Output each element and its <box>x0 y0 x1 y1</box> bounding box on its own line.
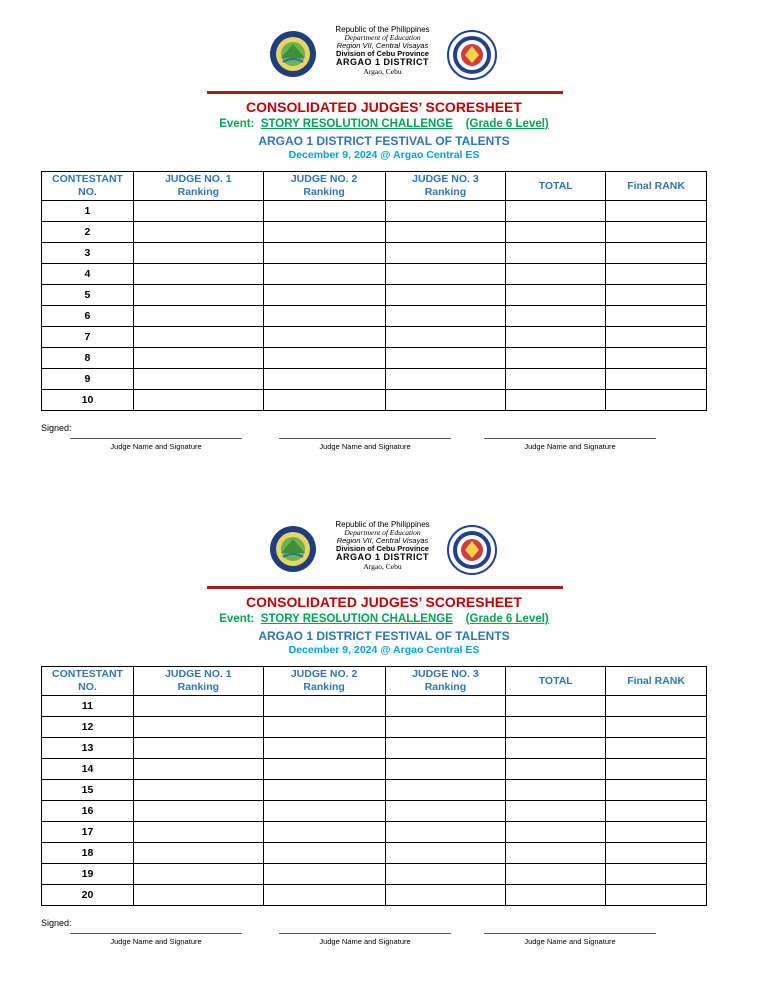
total-cell[interactable] <box>506 885 606 906</box>
contestant-number: 13 <box>42 738 134 759</box>
contestant-number: 3 <box>42 243 134 264</box>
signature-line <box>70 438 242 439</box>
judge-1-cell[interactable] <box>133 864 263 885</box>
letterhead <box>200 16 565 95</box>
total-cell[interactable] <box>506 780 606 801</box>
final-rank-cell[interactable] <box>606 717 707 738</box>
total-cell[interactable] <box>506 306 606 327</box>
header-judge-1: JUDGE NO. 1 Ranking <box>133 172 263 201</box>
judge-3-cell[interactable] <box>385 369 506 390</box>
judge-2-cell[interactable] <box>263 201 385 222</box>
scoresheet-2 <box>0 495 768 965</box>
judge-3-cell[interactable] <box>385 222 506 243</box>
signature-line <box>70 933 242 934</box>
judge-2-cell[interactable] <box>263 780 385 801</box>
table-header-row <box>42 667 707 696</box>
table-row <box>42 696 707 717</box>
total-cell[interactable] <box>506 738 606 759</box>
table-row <box>42 864 707 885</box>
judge-3-cell[interactable] <box>385 306 506 327</box>
header-judge-3: JUDGE NO. 3 Ranking <box>385 667 506 696</box>
judge-3-cell[interactable] <box>385 822 506 843</box>
judge-2-cell[interactable] <box>263 822 385 843</box>
contestant-number: 10 <box>42 390 134 411</box>
header-judge-2: JUDGE NO. 2 Ranking <box>263 667 385 696</box>
final-rank-cell[interactable] <box>606 243 707 264</box>
judge-3-cell[interactable] <box>385 717 506 738</box>
header-contestant: CONTESTANT NO. <box>42 172 134 201</box>
judge-1-cell[interactable] <box>133 738 263 759</box>
table-row <box>42 822 707 843</box>
total-cell[interactable] <box>506 264 606 285</box>
scoresheet-1 <box>0 0 768 470</box>
final-rank-cell[interactable] <box>606 759 707 780</box>
table-row <box>42 327 707 348</box>
signature-block-1 <box>70 933 242 946</box>
contestant-number: 17 <box>42 822 134 843</box>
total-cell[interactable] <box>506 696 606 717</box>
header-judge-2: JUDGE NO. 2 Ranking <box>263 172 385 201</box>
deped-seal-icon <box>447 30 497 80</box>
judge-2-cell[interactable] <box>263 390 385 411</box>
signature-block-2 <box>279 933 451 946</box>
judge-3-cell[interactable] <box>385 696 506 717</box>
judge-1-cell[interactable] <box>133 843 263 864</box>
table-header-row <box>42 172 707 201</box>
header-final-rank: Final RANK <box>606 172 707 201</box>
signed-label: Signed: <box>41 918 72 928</box>
region-line: Region VII, Central Visayas <box>336 41 429 51</box>
contestant-number: 8 <box>42 348 134 369</box>
table-row <box>42 306 707 327</box>
date-venue: December 9, 2024 @ Argao Central ES <box>288 644 480 656</box>
table-row <box>42 264 707 285</box>
final-rank-cell[interactable] <box>606 390 707 411</box>
judge-2-cell[interactable] <box>263 717 385 738</box>
contestant-number: 1 <box>42 201 134 222</box>
final-rank-cell[interactable] <box>606 306 707 327</box>
department-line: Department of Education <box>344 33 421 43</box>
sheet-title: CONSOLIDATED JUDGES’ SCORESHEET <box>246 99 522 115</box>
table-row <box>42 348 707 369</box>
judge-1-cell[interactable] <box>133 390 263 411</box>
judge-3-cell[interactable] <box>385 864 506 885</box>
event-prefix: Event: <box>219 118 255 130</box>
signature-block-1 <box>70 438 242 451</box>
district-line: ARGAO 1 DISTRICT <box>335 552 429 563</box>
table-row <box>42 801 707 822</box>
location-line: Argao, Cebu <box>363 562 402 572</box>
judge-2-cell[interactable] <box>263 306 385 327</box>
final-rank-cell[interactable] <box>606 885 707 906</box>
header-total: TOTAL <box>506 172 606 201</box>
contestant-number: 2 <box>42 222 134 243</box>
signature-line <box>484 933 656 934</box>
final-rank-cell[interactable] <box>606 738 707 759</box>
cebu-seal-icon <box>269 30 317 78</box>
event-prefix: Event: <box>219 613 255 625</box>
contestant-number: 16 <box>42 801 134 822</box>
signature-block-3 <box>484 933 656 946</box>
total-cell[interactable] <box>506 348 606 369</box>
signature-line <box>279 438 451 439</box>
judge-2-cell[interactable] <box>263 738 385 759</box>
judge-2-cell[interactable] <box>263 327 385 348</box>
event-level: (Grade 6 Level) <box>465 613 549 625</box>
final-rank-cell[interactable] <box>606 201 707 222</box>
judge-3-cell[interactable] <box>385 390 506 411</box>
table-row <box>42 738 707 759</box>
judge-1-cell[interactable] <box>133 222 263 243</box>
judge-2-cell[interactable] <box>263 243 385 264</box>
final-rank-cell[interactable] <box>606 285 707 306</box>
judge-2-cell[interactable] <box>263 759 385 780</box>
table-row <box>42 201 707 222</box>
red-divider <box>207 91 563 94</box>
table-row <box>42 759 707 780</box>
judge-1-cell[interactable] <box>133 201 263 222</box>
final-rank-cell[interactable] <box>606 822 707 843</box>
final-rank-cell[interactable] <box>606 348 707 369</box>
table-row <box>42 243 707 264</box>
event-name: STORY RESOLUTION CHALLENGE <box>260 613 453 625</box>
cebu-seal-icon <box>269 525 317 573</box>
judge-3-cell[interactable] <box>385 780 506 801</box>
signature-line <box>279 933 451 934</box>
division-line: Division of Cebu Province <box>336 544 429 554</box>
signed-label: Signed: <box>41 423 72 433</box>
event-line <box>0 613 768 625</box>
signature-caption: Judge Name and Signature <box>110 937 202 946</box>
table-row <box>42 780 707 801</box>
total-cell[interactable] <box>506 864 606 885</box>
total-cell[interactable] <box>506 759 606 780</box>
letterhead <box>200 511 565 590</box>
judge-2-cell[interactable] <box>263 864 385 885</box>
signature-caption: Judge Name and Signature <box>110 442 202 451</box>
signature-caption: Judge Name and Signature <box>524 442 616 451</box>
judge-2-cell[interactable] <box>263 885 385 906</box>
total-cell[interactable] <box>506 822 606 843</box>
judge-3-cell[interactable] <box>385 801 506 822</box>
final-rank-cell[interactable] <box>606 864 707 885</box>
department-line: Department of Education <box>344 528 421 538</box>
deped-seal-icon <box>447 525 497 575</box>
judge-1-cell[interactable] <box>133 243 263 264</box>
district-line: ARGAO 1 DISTRICT <box>335 57 429 68</box>
republic-line: Republic of the Philippines <box>335 25 430 34</box>
table-row <box>42 717 707 738</box>
score-table <box>41 666 707 906</box>
final-rank-cell[interactable] <box>606 264 707 285</box>
total-cell[interactable] <box>506 801 606 822</box>
header-final-rank: Final RANK <box>606 667 707 696</box>
contestant-number: 14 <box>42 759 134 780</box>
table-body <box>42 201 707 411</box>
table-body <box>42 696 707 906</box>
judge-3-cell[interactable] <box>385 843 506 864</box>
contestant-number: 12 <box>42 717 134 738</box>
judge-2-cell[interactable] <box>263 285 385 306</box>
contestant-number: 20 <box>42 885 134 906</box>
contestant-number: 11 <box>42 696 134 717</box>
total-cell[interactable] <box>506 222 606 243</box>
date-venue: December 9, 2024 @ Argao Central ES <box>288 149 480 161</box>
judge-1-cell[interactable] <box>133 759 263 780</box>
table-row <box>42 222 707 243</box>
contestant-number: 18 <box>42 843 134 864</box>
sheet-title: CONSOLIDATED JUDGES’ SCORESHEET <box>246 594 522 610</box>
final-rank-cell[interactable] <box>606 780 707 801</box>
republic-line: Republic of the Philippines <box>335 520 430 529</box>
event-level: (Grade 6 Level) <box>465 118 549 130</box>
table-row <box>42 390 707 411</box>
festival-title: ARGAO 1 DISTRICT FESTIVAL OF TALENTS <box>258 629 510 643</box>
header-total: TOTAL <box>506 667 606 696</box>
table-row <box>42 885 707 906</box>
contestant-number: 9 <box>42 369 134 390</box>
judge-1-cell[interactable] <box>133 327 263 348</box>
judge-2-cell[interactable] <box>263 369 385 390</box>
final-rank-cell[interactable] <box>606 801 707 822</box>
total-cell[interactable] <box>506 843 606 864</box>
contestant-number: 7 <box>42 327 134 348</box>
judge-1-cell[interactable] <box>133 801 263 822</box>
judge-2-cell[interactable] <box>263 696 385 717</box>
total-cell[interactable] <box>506 243 606 264</box>
judge-1-cell[interactable] <box>133 717 263 738</box>
table-row <box>42 843 707 864</box>
contestant-number: 15 <box>42 780 134 801</box>
judge-3-cell[interactable] <box>385 738 506 759</box>
final-rank-cell[interactable] <box>606 222 707 243</box>
judge-1-cell[interactable] <box>133 348 263 369</box>
contestant-number: 6 <box>42 306 134 327</box>
total-cell[interactable] <box>506 717 606 738</box>
judge-3-cell[interactable] <box>385 243 506 264</box>
festival-title: ARGAO 1 DISTRICT FESTIVAL OF TALENTS <box>258 134 510 148</box>
judge-1-cell[interactable] <box>133 885 263 906</box>
signature-block-3 <box>484 438 656 451</box>
judge-3-cell[interactable] <box>385 348 506 369</box>
judge-2-cell[interactable] <box>263 801 385 822</box>
division-line: Division of Cebu Province <box>336 49 429 59</box>
header-judge-1: JUDGE NO. 1 Ranking <box>133 667 263 696</box>
signature-caption: Judge Name and Signature <box>524 937 616 946</box>
contestant-number: 4 <box>42 264 134 285</box>
total-cell[interactable] <box>506 327 606 348</box>
judge-2-cell[interactable] <box>263 843 385 864</box>
judge-1-cell[interactable] <box>133 822 263 843</box>
total-cell[interactable] <box>506 369 606 390</box>
judge-3-cell[interactable] <box>385 327 506 348</box>
judge-3-cell[interactable] <box>385 264 506 285</box>
judge-1-cell[interactable] <box>133 306 263 327</box>
final-rank-cell[interactable] <box>606 327 707 348</box>
final-rank-cell[interactable] <box>606 369 707 390</box>
total-cell[interactable] <box>506 285 606 306</box>
header-judge-3: JUDGE NO. 3 Ranking <box>385 172 506 201</box>
event-line <box>0 118 768 130</box>
judge-3-cell[interactable] <box>385 201 506 222</box>
signature-line <box>484 438 656 439</box>
location-line: Argao, Cebu <box>363 67 402 77</box>
contestant-number: 19 <box>42 864 134 885</box>
judge-2-cell[interactable] <box>263 222 385 243</box>
total-cell[interactable] <box>506 390 606 411</box>
event-name: STORY RESOLUTION CHALLENGE <box>260 118 453 130</box>
final-rank-cell[interactable] <box>606 696 707 717</box>
header-contestant: CONTESTANT NO. <box>42 667 134 696</box>
judge-1-cell[interactable] <box>133 780 263 801</box>
total-cell[interactable] <box>506 201 606 222</box>
final-rank-cell[interactable] <box>606 843 707 864</box>
judge-3-cell[interactable] <box>385 885 506 906</box>
judge-1-cell[interactable] <box>133 696 263 717</box>
table-row <box>42 369 707 390</box>
signature-caption: Judge Name and Signature <box>319 442 411 451</box>
region-line: Region VII, Central Visayas <box>336 536 429 546</box>
judge-3-cell[interactable] <box>385 285 506 306</box>
contestant-number: 5 <box>42 285 134 306</box>
table-row <box>42 285 707 306</box>
judge-1-cell[interactable] <box>133 369 263 390</box>
red-divider <box>207 586 563 589</box>
judge-1-cell[interactable] <box>133 264 263 285</box>
judge-1-cell[interactable] <box>133 285 263 306</box>
judge-3-cell[interactable] <box>385 759 506 780</box>
signature-caption: Judge Name and Signature <box>319 937 411 946</box>
judge-2-cell[interactable] <box>263 264 385 285</box>
score-table <box>41 171 707 411</box>
judge-2-cell[interactable] <box>263 348 385 369</box>
signature-block-2 <box>279 438 451 451</box>
